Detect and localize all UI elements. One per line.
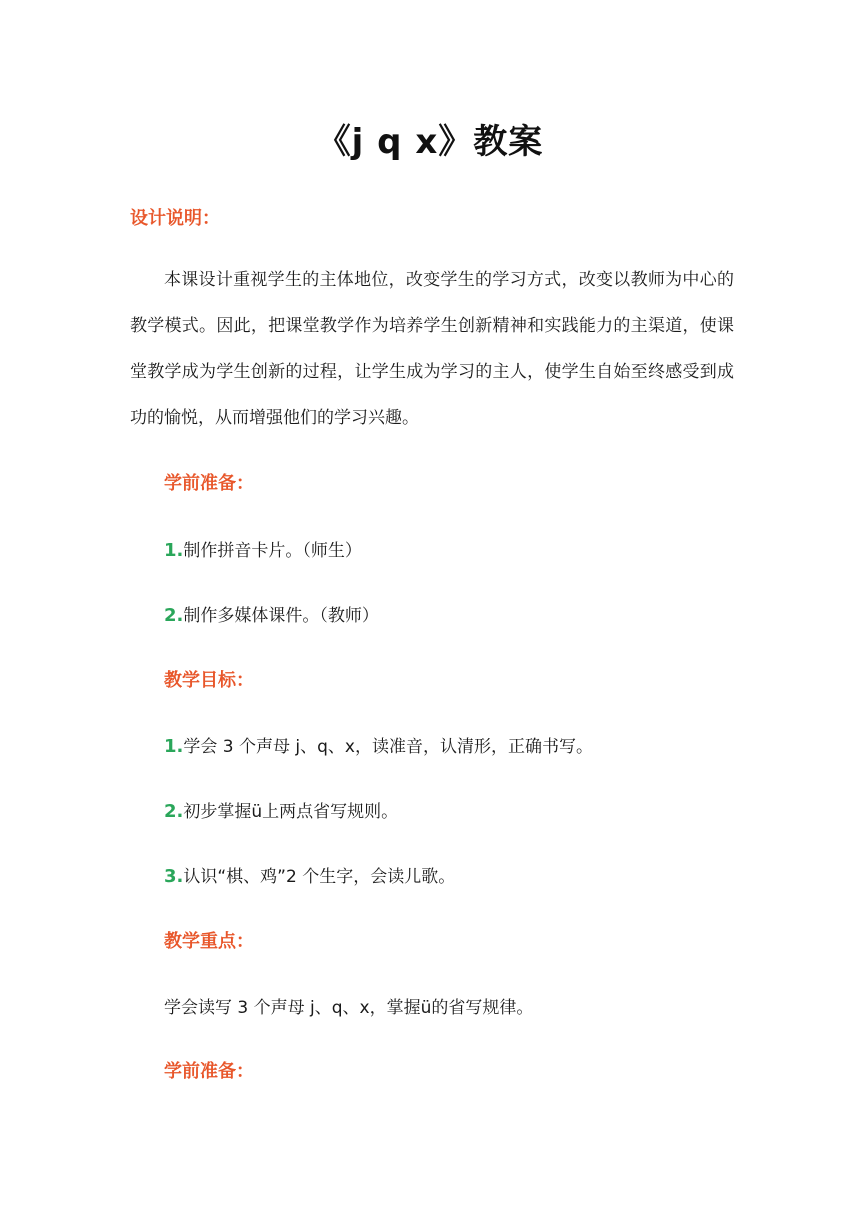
item-text: 制作多媒体课件。（教师） xyxy=(183,606,379,626)
focus-text: 学会读写 3 个声母 j、q、x，掌握ü的省写规律。 xyxy=(164,998,534,1018)
prep-item xyxy=(164,536,362,561)
paragraph-line: 堂教学成为学生创新的过程，让学生成为学习的主人，使学生自始至终感受到成 xyxy=(130,362,734,382)
item-text: 初步掌握ü上两点省写规则。 xyxy=(183,802,399,822)
design-heading: 设计说明： xyxy=(130,208,220,229)
item-text: 认识“棋、鸡”2 个生字，会读儿歌。 xyxy=(183,867,456,887)
prep-heading-2: 学前准备： xyxy=(164,1061,254,1082)
goal-item xyxy=(164,732,593,757)
item-number: 1. xyxy=(164,540,184,561)
item-number: 1. xyxy=(164,736,184,757)
item-number: 2. xyxy=(164,801,184,822)
item-text: 制作拼音卡片。（师生） xyxy=(183,541,362,561)
prep-item xyxy=(164,601,379,626)
paragraph-line: 本课设计重视学生的主体地位，改变学生的学习方式，改变以教师为中心的 xyxy=(164,270,734,290)
design-paragraph xyxy=(130,257,734,441)
document-title: 《j q x》教案 xyxy=(316,122,544,162)
goal-item xyxy=(164,862,455,887)
goal-item xyxy=(164,797,398,822)
goals-heading: 教学目标： xyxy=(164,670,254,691)
prep-heading: 学前准备： xyxy=(164,473,254,494)
item-number: 3. xyxy=(164,866,184,887)
item-text: 学会 3 个声母 j、q、x，读准音，认清形，正确书写。 xyxy=(183,737,593,757)
focus-heading: 教学重点： xyxy=(164,931,254,952)
item-number: 2. xyxy=(164,605,184,626)
paragraph-line: 功的愉悦，从而增强他们的学习兴趣。 xyxy=(130,408,419,428)
paragraph-line: 教学模式。因此，把课堂教学作为培养学生创新精神和实践能力的主渠道，使课 xyxy=(130,316,734,336)
